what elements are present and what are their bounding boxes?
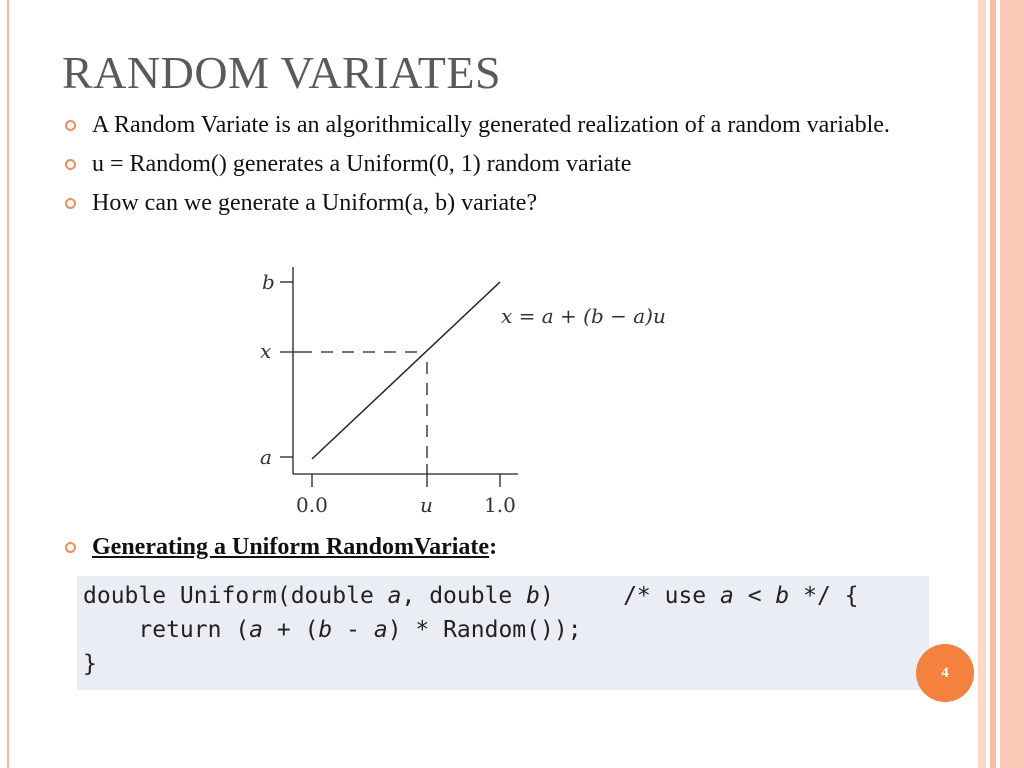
code-block — [77, 576, 929, 690]
bullet-ring-icon — [65, 198, 76, 209]
equation-label: x = a + (b − a)u — [501, 304, 666, 328]
code-var: a — [249, 617, 264, 643]
x-label-end: 1.0 — [484, 493, 516, 517]
code-var: b — [318, 617, 333, 643]
x-label-start: 0.0 — [296, 493, 328, 517]
code-var: a — [387, 583, 402, 609]
y-label-a: a — [260, 445, 272, 469]
code-heading-colon: : — [489, 534, 498, 560]
bullet-item — [62, 149, 892, 179]
transform-line — [312, 282, 500, 459]
right-decoration — [978, 0, 1024, 768]
bullet-text: A Random Variate is an algorithmically generated realization of a random variable. — [92, 112, 890, 138]
code-text: ) * Random()); — [387, 617, 582, 643]
code-heading-bullet — [62, 532, 497, 562]
bullet-text: How can we generate a Uniform(a, b) variate? — [92, 190, 538, 216]
code-heading: Generating a Uniform RandomVariate — [92, 534, 490, 560]
bullet-list — [62, 110, 892, 227]
bullet-ring-icon — [65, 120, 76, 131]
bullet-ring-icon — [65, 159, 76, 170]
page-number-badge: 4 — [916, 644, 974, 702]
bullet-ring-icon — [65, 542, 76, 553]
code-var: a — [720, 583, 734, 609]
code-text: return ( — [83, 617, 250, 643]
code-var: b — [775, 583, 790, 609]
y-label-x: x — [260, 339, 272, 363]
inverse-transform-figure — [240, 262, 710, 524]
code-text: + ( — [263, 617, 319, 643]
slide-title: RANDOM VARIATES — [62, 47, 502, 98]
x-label-u: u — [420, 493, 433, 517]
code-text: */ { — [789, 583, 859, 609]
left-border-rule — [7, 0, 9, 768]
code-var: b — [526, 583, 540, 609]
y-label-b: b — [262, 270, 275, 294]
code-text: < — [733, 583, 776, 609]
code-text: - — [332, 617, 374, 643]
code-var: a — [373, 617, 388, 643]
code-line-2 — [83, 617, 582, 643]
bullet-item — [62, 110, 892, 140]
code-line-1 — [83, 583, 859, 609]
code-text: , double — [401, 583, 527, 609]
code-line-3: } — [83, 651, 97, 677]
code-text: ) /* use — [539, 583, 720, 609]
code-text: double Uniform(double — [83, 583, 388, 609]
bullet-text: u = Random() generates a Uniform(0, 1) random variate — [92, 151, 632, 177]
bullet-item — [62, 188, 892, 218]
